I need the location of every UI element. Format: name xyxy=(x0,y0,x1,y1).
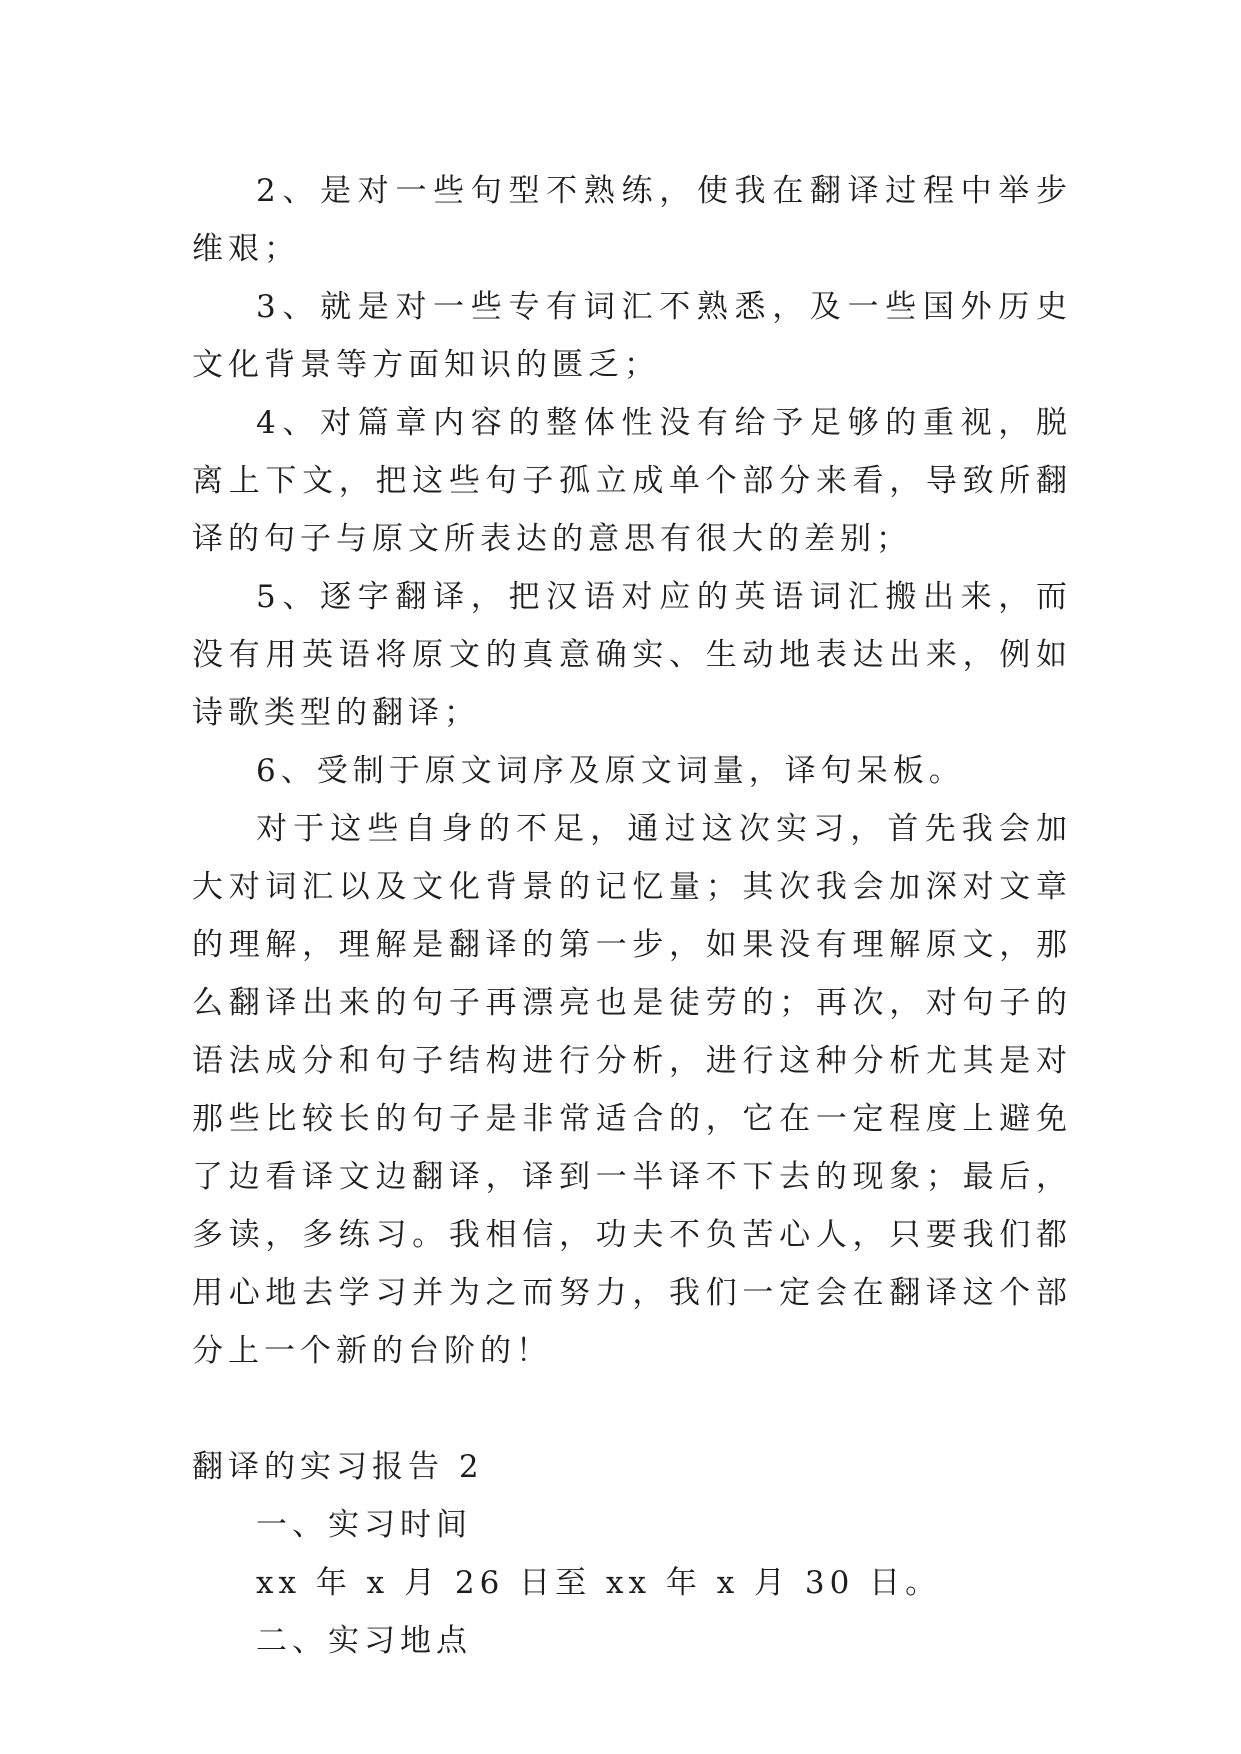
section-title: 翻译的实习报告 2 xyxy=(192,1449,484,1485)
paragraph-item-3: 3、就是对一些专有词汇不熟悉，及一些国外历史文化背景等方面知识的匮乏； xyxy=(192,289,1072,383)
paragraph-item-5: 5、逐字翻译，把汉语对应的英语词汇搬出来，而没有用英语将原文的真意确实、生动地表达出来，例如诗歌类型的翻译； xyxy=(192,579,1072,731)
paragraph-item-6: 6、受制于原文词序及原文词量，译句呆板。 xyxy=(256,753,965,789)
section-heading-location: 二、实习地点 xyxy=(256,1623,472,1659)
document-body xyxy=(192,162,1072,1670)
section-heading-time: 一、实习时间 xyxy=(256,1507,472,1543)
internship-dates: xx 年 x 月 26 日至 xx 年 x 月 30 日。 xyxy=(256,1565,942,1601)
paragraph-conclusion: 对于这些自身的不足，通过这次实习，首先我会加大对词汇以及文化背景的记忆量；其次我会加深对文章的理解，理解是翻译的第一步，如果没有理解原文，那么翻译出来的句子再漂亮也是徒劳的；再次，对句子的语法成分和句子结构进行分析，进行这种分析尤其是对那些比较长的句子是非常适合的，它在一定程度上避免了边看译文边翻译，译到一半译不下去的现象；最后，多读，多练习。我相信，功夫不负苦心人，只要我们都用心地去学习并为之而努力，我们一定会在翻译这个部分上一个新的台阶的！ xyxy=(192,811,1072,1369)
paragraph-item-4: 4、对篇章内容的整体性没有给予足够的重视，脱离上下文，把这些句子孤立成单个部分来看，导致所翻译的句子与原文所表达的意思有很大的差别； xyxy=(192,405,1072,557)
paragraph-item-2: 2、是对一些句型不熟练，使我在翻译过程中举步维艰； xyxy=(192,173,1072,267)
